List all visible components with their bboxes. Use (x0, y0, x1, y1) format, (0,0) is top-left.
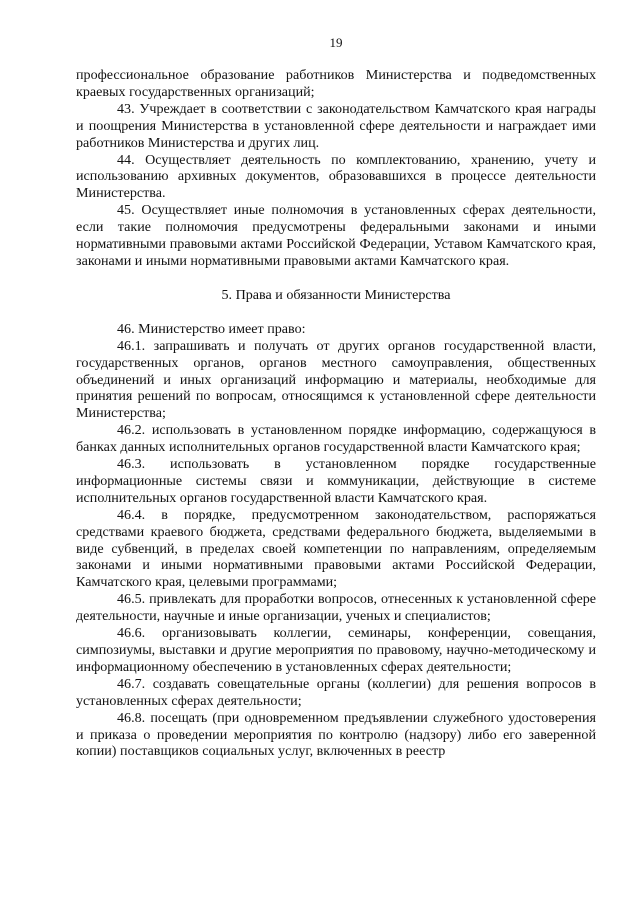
paragraph-46: 46. Министерство имеет право: (117, 320, 306, 337)
paragraph-46-5: 46.5. привлекать для проработки вопросов, отнесенных к установленной сфере деятельности, научные и иные организации, ученых и специалистов; (76, 591, 596, 625)
paragraph-46-2: 46.2. использовать в установленном порядке информацию, содержащуюся в банках данных исполнительных органов государственной власти Камчатского края; (76, 422, 596, 456)
paragraph-46-3: 46.3. использовать в установленном порядке государственные информационные системы связи и коммуникации, действующие в системе исполнительных органов государственной власти Камчатского края. (76, 456, 596, 506)
paragraph-continuation: профессиональное образование работников Министерства и подведомственных краевых государственных организаций; (76, 67, 596, 100)
paragraph-43: 43. Учреждает в соответствии с законодательством Камчатского края награды и поощрения Министерства в установленной сфере деятельности и награждает ими работников Министерства и других лиц. (76, 100, 596, 151)
paragraph-46-7: 46.7. создавать совещательные органы (коллегии) для решения вопросов в установленных сферах деятельности; (76, 675, 596, 709)
document-page (76, 0, 596, 905)
paragraph-46-6: 46.6. организовывать коллегии, семинары, конференции, совещания, симпозиумы, выставки и другие мероприятия по правовому, научно-методическому и информационному обеспечению в установленных сферах деятельности; (76, 625, 596, 675)
page-number: 19 (329, 35, 343, 50)
paragraph-46-4: 46.4. в порядке, предусмотренном законодательством, распоряжаться средствами краевого бюджета, средствами федерального бюджета, выделяемыми в виде субвенций, в пределах своей компетенции по направлениям, определяемым законами и иными нормативными правовыми актами Российской Федерации, Камчатского края, целевыми программами; (76, 506, 596, 591)
section-5-content (76, 321, 596, 761)
paragraph-45: 45. Осуществляет иные полномочия в установленных сферах деятельности, если такие полномочия предусмотрены федеральными законами и иными нормативными правовыми актами Российской Федерации, Уставом Камчатского края, законами и иными нормативными правовыми актами Камчатского края. (76, 202, 596, 269)
paragraph-44: 44. Осуществляет деятельность по комплектованию, хранению, учету и использованию архивных документов, образовавшихся в процессе деятельности Министерства. (76, 151, 596, 202)
paragraph-46-8: 46.8. посещать (при одновременном предъявлении служебного удостоверения и приказа о проведении мероприятия по контролю (надзору) либо его заверенной копии) поставщиков социальных услуг, включенных в реестр (76, 709, 596, 760)
document-body (76, 67, 596, 760)
paragraph-46-1: 46.1. запрашивать и получать от других органов государственной власти, государственных органов, органов местного самоуправления, общественных объединений и иных организаций информацию и материалы, необходимые для принятия решений по вопросам, относящимся к установленной сфере деятельности Министерства; (76, 337, 596, 422)
section-heading: 5. Права и обязанности Министерства (221, 286, 451, 303)
